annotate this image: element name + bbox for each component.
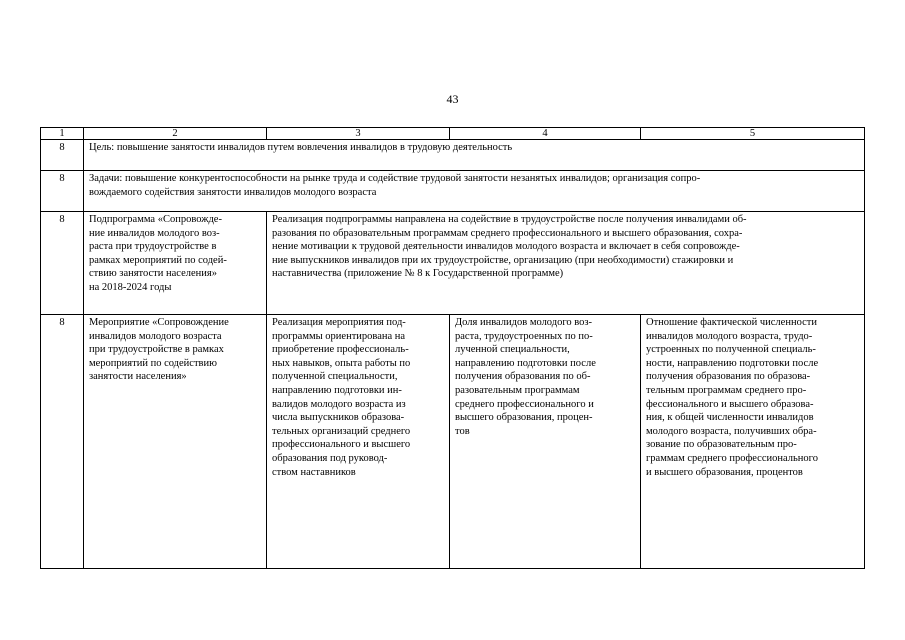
activity-name: Мероприятие «Сопровождение инвалидов молодого возраста при трудоустройстве в рамках мероприятий по содействию занятости населения» <box>89 317 229 383</box>
goal-cell <box>84 140 865 171</box>
activity-description: Реализация мероприятия под- программы ориентирована на приобретение профессиональ- ных навыков, опыта работы по полученной специальности, направлению подготовки ин- валидов молодого возраста из числа выпускников образова- тельных организаций среднего профессионального и высшего образования под руковод- ством наставников <box>272 317 411 478</box>
table-row <box>41 171 865 212</box>
program-table <box>40 127 865 569</box>
row-number: 8 <box>41 171 84 212</box>
row-number: 8 <box>41 140 84 171</box>
page-number: 43 <box>446 92 459 106</box>
row-number: 8 <box>41 315 84 569</box>
goal-text: Цель: повышение занятости инвалидов путем вовлечения инвалидов в трудовую деятельность <box>89 142 513 153</box>
table-row <box>41 212 865 315</box>
tasks-cell <box>84 171 865 212</box>
tasks-text: Задачи: повышение конкурентоспособности на рынке труда и содействие трудовой занятости незанятых инвалидов; организация сопро- вождаемого содействия занятости инвалидов молодого возраста <box>89 173 701 198</box>
table-row <box>41 315 865 569</box>
table-row <box>41 140 865 171</box>
activity-description-cell <box>267 315 450 569</box>
header-cell: 2 <box>84 128 267 140</box>
indicator-cell <box>450 315 641 569</box>
indicator-method-cell <box>641 315 865 569</box>
activity-name-cell <box>84 315 267 569</box>
header-cell: 4 <box>450 128 641 140</box>
subprogram-name-cell <box>84 212 267 315</box>
subprogram-description: Реализация подпрограммы направлена на содействие в трудоустройстве после получения инвалидами об- разования по образовательным программам среднего профессионального и высшего образования, сохра- нение мотивации к трудовой деятельности инвалидов молодого возраста и включает в себя сопровожде- ние выпускников инвалидов при их трудоустройстве, организацию (при необходимости) стажировки и наставничества (приложение № 8 к Государственной программе) <box>272 214 747 280</box>
table-header-row <box>41 128 865 140</box>
indicator-text: Доля инвалидов молодого воз- раста, трудоустроенных по по- лученной специальности, направлению подготовки после получения образования по об- разовательным программам среднего профессионального и высшего образования, процен- тов <box>455 317 596 437</box>
indicator-method-text: Отношение фактической численности инвалидов молодого возраста, трудо- устроенных по полученной специаль- ности, направлению подготовки после получения образования по образова- тельным программам среднего про- фессионального и высшего образова- ния, к общей численности инвалидов молодого возраста, получивших обра- зование по образовательным про- граммам среднего профессионального и высшего образования, процентов <box>646 317 819 478</box>
header-cell: 5 <box>641 128 865 140</box>
row-number: 8 <box>41 212 84 315</box>
subprogram-name: Подпрограмма «Сопровожде- ние инвалидов молодого воз- раста при трудоустройстве в рамках мероприятий по содей- ствию занятости населения» на 2018-2024 годы <box>89 214 227 293</box>
header-cell: 3 <box>267 128 450 140</box>
subprogram-description-cell <box>267 212 865 315</box>
header-cell: 1 <box>41 128 84 140</box>
